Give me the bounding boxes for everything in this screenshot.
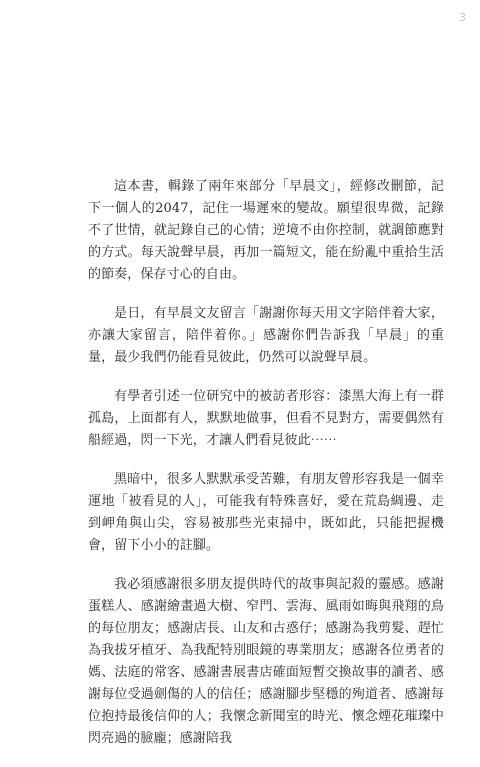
paragraph-preface-intro: 這本書，輯錄了兩年來部分「早晨文」，經修改刪節，記下一個人的2047，記住一場遲來的變故。願望很卑微，記錄不了世情，就記錄自己的心情；逆境不由你控制，就調節應對的方式。每天說聲早晨，再加一篇短文，能在紛亂中重拾生活的節奏，保存寸心的自由。 <box>88 179 444 282</box>
paragraph-islands-metaphor: 有學者引述一位研究中的被訪者形容：漆黑大海上有一群孤島，上面都有人，默默地做事，但看不見對方，需要偶然有船經過，閃一下光，才讓人們看見彼此⋯⋯ <box>88 389 444 448</box>
body-text <box>88 176 444 767</box>
page-number: 3 <box>459 11 466 24</box>
paragraph-being-seen: 黑暗中，很多人默默承受苦難，有朋友曾形容我是一個幸運地「被看見的人」，可能我有特殊喜好，愛在荒島綢邊、走到岬角與山尖，容易被那些光束掃中，既如此，只能把握機會，留下小小的註腳。 <box>88 472 444 553</box>
paragraph-acknowledgements: 我必須感謝很多朋友提供時代的故事與記殺的靈感。感謝蛋糕人、感謝繪畫過大樹、窄門、雲海、風雨如晦與飛翔的鳥的每位朋友；感謝店長、山友和古惑仔；感謝為我剪髮、趕忙為我拔牙植牙、為我配特別眼鏡的專業朋友；感謝各位勇者的媽、法庭的常客、感謝書展書店確面短暫交換故事的讀者、感謝每位受過劍傷的人的信任；感謝腳步堅穩的殉道者、感謝每位抱持最後信仰的人；我懷念新聞室的時光、懷念煙花璀璨中閃亮過的臉龐；感謝陪我 <box>88 577 444 746</box>
paragraph-reader-message: 是日，有早晨文友留言「謝謝你每天用文字陪伴着大家，亦讓大家留言，陪伴着你。」感謝你們告訴我「早晨」的重量，最少我們仍能看見彼此，仍然可以說聲早晨。 <box>88 306 444 365</box>
